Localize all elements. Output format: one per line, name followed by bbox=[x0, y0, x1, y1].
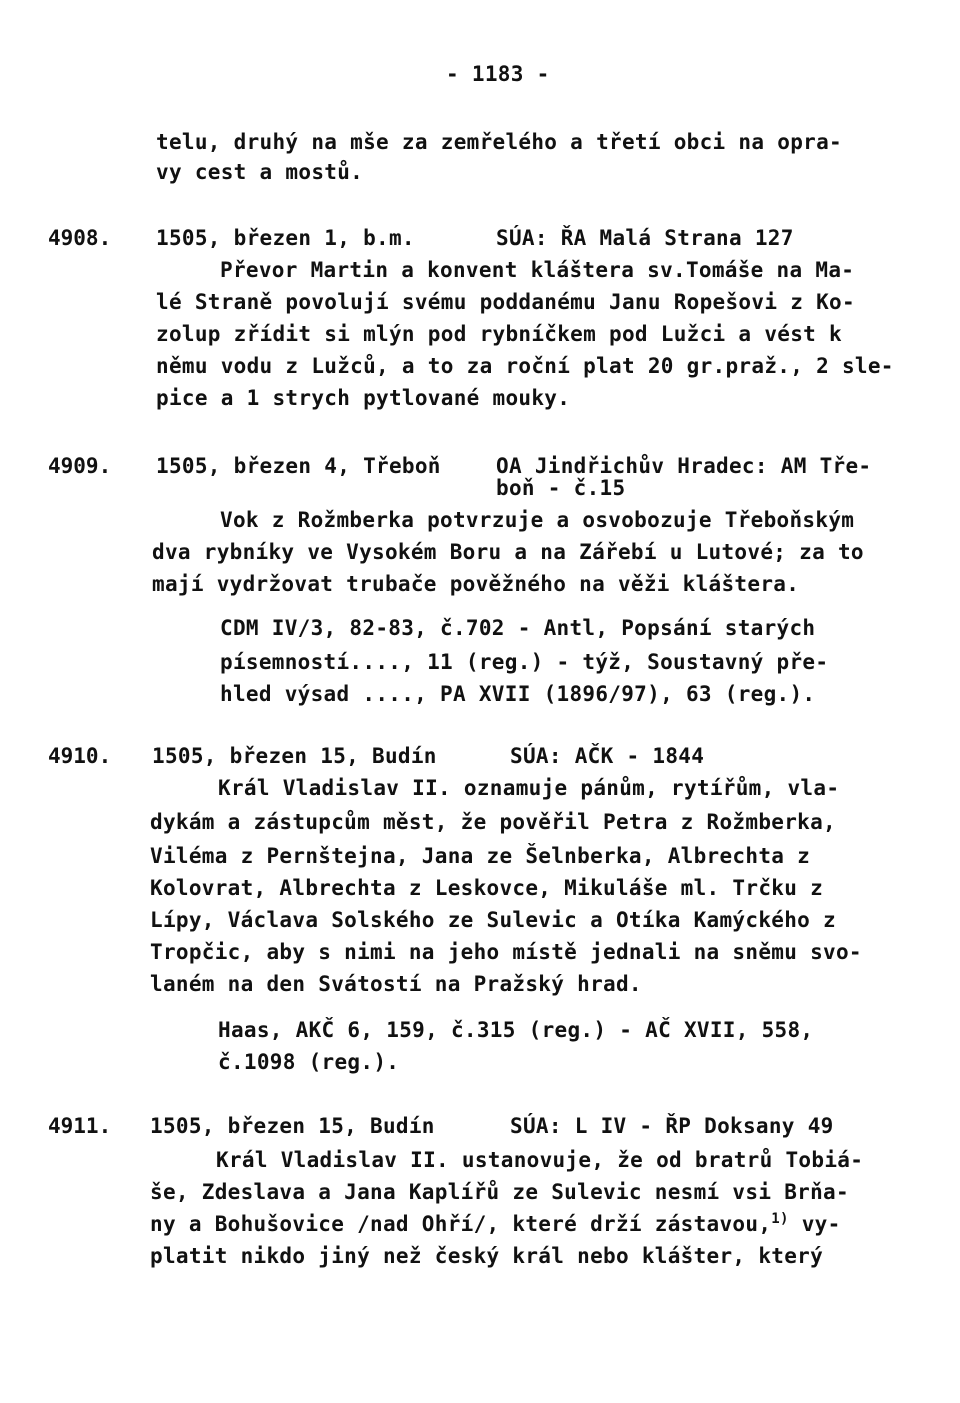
footnote-mark: 1) bbox=[771, 1211, 789, 1227]
entry-line-with-footnote bbox=[150, 1210, 841, 1238]
entry-number: 4911. bbox=[48, 1114, 112, 1138]
entry-line: mají vydržovat trubače pověžného na věži kláštera. bbox=[152, 572, 800, 596]
entry-reference: č.1098 (reg.). bbox=[218, 1050, 400, 1074]
intro-line: vy cest a mostů. bbox=[156, 160, 364, 184]
entry-line: Viléma z Pernštejna, Jana ze Šelnberka, Albrechta z bbox=[150, 844, 811, 868]
entry-source: boň - č.15 bbox=[496, 476, 626, 500]
entry-line-text: ny a Bohušovice /nad Ohří/, které drží zástavou, bbox=[150, 1212, 772, 1236]
entry-line: laném na den Svátostí na Pražský hrad. bbox=[150, 972, 642, 996]
entry-line-tail: vy- bbox=[788, 1212, 841, 1236]
entry-header: 1505, březen 4, Třeboň bbox=[156, 454, 441, 478]
entry-source: SÚA: L IV - ŘP Doksany 49 bbox=[510, 1114, 834, 1138]
entry-line: Král Vladislav II. ustanovuje, že od bratrů Tobiá- bbox=[216, 1148, 864, 1172]
entry-line: Kolovrat, Albrechta z Leskovce, Mikuláše ml. Trčku z bbox=[150, 876, 824, 900]
entry-source: OA Jindřichův Hradec: AM Tře- bbox=[496, 454, 872, 478]
entry-line: Převor Martin a konvent kláštera sv.Tomáše na Ma- bbox=[220, 258, 855, 282]
entry-reference: CDM IV/3, 82-83, č.702 - Antl, Popsání starých bbox=[220, 616, 816, 640]
entry-source: SÚA: AČK - 1844 bbox=[510, 744, 705, 768]
entry-line: dykám a zástupcům měst, že pověřil Petra z Rožmberka, bbox=[150, 810, 836, 834]
entry-header: 1505, březen 1, b.m. bbox=[156, 226, 415, 250]
entry-reference: Haas, AKČ 6, 159, č.315 (reg.) - AČ XVII, 558, bbox=[218, 1018, 814, 1042]
entry-line: platit nikdo jiný než český král nebo klášter, který bbox=[150, 1244, 824, 1268]
entry-reference: písemností...., 11 (reg.) - týž, Soustavný pře- bbox=[220, 650, 829, 674]
entry-line: lé Straně povolují svému poddanému Janu Ropešovi z Ko- bbox=[156, 290, 855, 314]
entry-line: zolup zřídit si mlýn pod rybníčkem pod Lužci a vést k bbox=[156, 322, 842, 346]
entry-number: 4910. bbox=[48, 744, 112, 768]
entry-line: Král Vladislav II. oznamuje pánům, rytířům, vla- bbox=[218, 776, 840, 800]
entry-header: 1505, březen 15, Budín bbox=[152, 744, 437, 768]
entry-number: 4909. bbox=[48, 454, 112, 478]
entry-source: SÚA: ŘA Malá Strana 127 bbox=[496, 226, 794, 250]
entry-line: pice a 1 strych pytlované mouky. bbox=[156, 386, 571, 410]
entry-header: 1505, březen 15, Budín bbox=[150, 1114, 435, 1138]
entry-line: Vok z Rožmberka potvrzuje a osvobozuje Třeboňským bbox=[220, 508, 855, 532]
page-number: - 1183 - bbox=[446, 62, 550, 86]
entry-line: dva rybníky ve Vysokém Boru a na Zářebí u Lutové; za to bbox=[152, 540, 864, 564]
entry-reference: hled výsad ...., PA XVII (1896/97), 63 (reg.). bbox=[220, 682, 816, 706]
entry-line: Lípy, Václava Solského ze Sulevic a Otíka Kamýckého z bbox=[150, 908, 836, 932]
entry-number: 4908. bbox=[48, 226, 112, 250]
entry-line: še, Zdeslava a Jana Kaplířů ze Sulevic nesmí vsi Brňa- bbox=[150, 1180, 849, 1204]
entry-line: Tropčic, aby s nimi na jeho místě jednali na sněmu svo- bbox=[150, 940, 862, 964]
entry-line: němu vodu z Lužců, a to za roční plat 20 gr.praž., 2 sle- bbox=[156, 354, 894, 378]
intro-line: telu, druhý na mše za zemřelého a třetí obci na opra- bbox=[156, 130, 842, 154]
